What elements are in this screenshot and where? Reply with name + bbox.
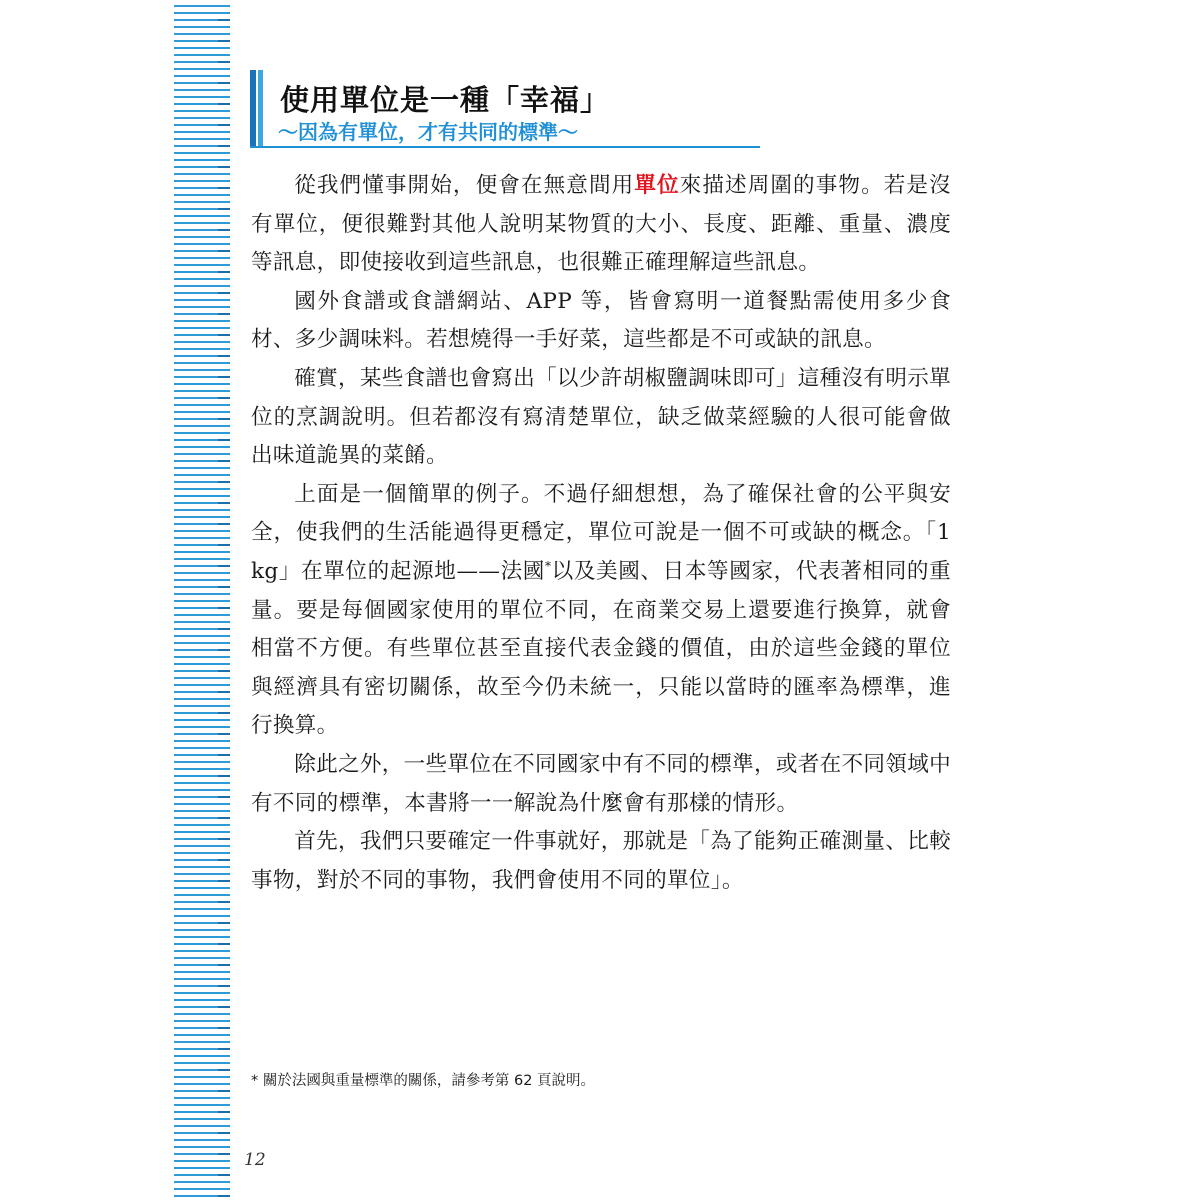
heading-accent-bar xyxy=(250,70,263,146)
section-heading xyxy=(250,70,760,146)
highlighted-term: 單位 xyxy=(634,173,680,198)
paragraph-1 xyxy=(251,167,951,283)
paragraph-1-text-start: 從我們懂事開始，便會在無意間用 xyxy=(294,173,635,198)
body-text xyxy=(251,167,951,900)
page-number: 12 xyxy=(244,1150,266,1170)
section-title: 使用單位是一種「幸福」 xyxy=(280,83,611,117)
paragraph-2: 國外食譜或食譜網站、APP 等，皆會寫明一道餐點需使用多少食材、多少調味料。若想燒得一手好菜，這些都是不可或缺的訊息。 xyxy=(251,288,951,353)
footnote-marker: * xyxy=(544,558,552,573)
paragraph-5: 除此之外，一些單位在不同國家中有不同的標準，或者在不同領域中有不同的標準，本書將一一解說為什麼會有那樣的情形。 xyxy=(251,751,952,816)
footnote: * 關於法國與重量標準的關係，請參考第 62 頁說明。 xyxy=(251,1073,596,1089)
paragraph-4-text-end: 以及美國、日本等國家，代表著相同的重量。要是每個國家使用的單位不同，在商業交易上還要進行換算，就會相當不方便。有些單位甚至直接代表金錢的價值，由於這些金錢的單位與經濟具有密切關係，故至今仍未統一，只能以當時的匯率為標準，進行換算。 xyxy=(251,558,952,739)
paragraph-3: 確實，某些食譜也會寫出「以少許胡椒鹽調味即可」這種沒有明示單位的烹調說明。但若都沒有寫清楚單位，缺乏做菜經驗的人很可能會做出味道詭異的菜餚。 xyxy=(251,365,952,469)
decorative-stripe-margin xyxy=(174,0,230,1200)
paragraph-6: 首先，我們只要確定一件事就好，那就是「為了能夠正確測量、比較事物，對於不同的事物，我們會使用不同的單位」。 xyxy=(251,829,952,893)
paragraph-4-text-start: 上面是一個簡單的例子。不過仔細想想，為了確保社會的公平與安全，使我們的生活能過得更穩定，單位可說是一個不可或缺的概念。「1 kg」在單位的起源地——法國 xyxy=(251,481,951,584)
section-subtitle: ～因為有單位，才有共同的標準～ xyxy=(278,120,578,144)
paragraph-4 xyxy=(251,476,951,746)
heading-underline xyxy=(250,146,760,148)
paragraph-1-text-end: 來描述周圍的事物。若是沒有單位，便很難對其他人說明某物質的大小、長度、距離、重量、濃度等訊息，即使接收到這些訊息，也很難正確理解這些訊息。 xyxy=(251,173,951,276)
